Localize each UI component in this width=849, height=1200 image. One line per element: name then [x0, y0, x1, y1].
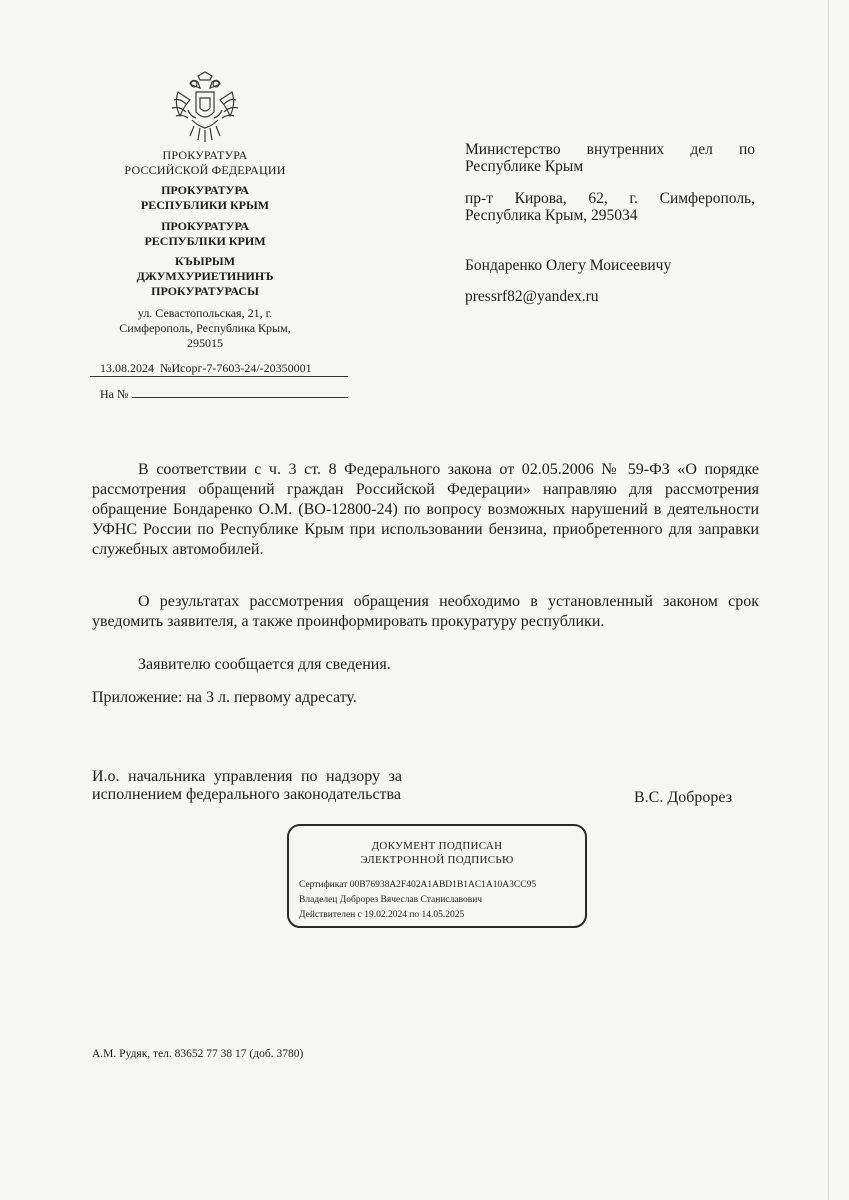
stamp-head1: ДОКУМЕНТ ПОДПИСАН	[371, 840, 503, 852]
body-paragraph-2	[92, 592, 759, 632]
sender-ct3: ПРОКУРАТУРАСЫ	[151, 284, 259, 298]
reg-number: №Исорг-7-7603-24/-20350001	[160, 361, 312, 375]
sender-name-ct	[75, 254, 335, 299]
attachment-note: Приложение: на 3 л. первому адресату.	[92, 689, 357, 706]
e-signature-stamp	[287, 824, 587, 928]
paragraph-1-text: В соответствии с ч. 3 ст. 8 Федерального закона от 02.05.2006 № 59-ФЗ «О порядке рассмотрения обращений граждан Российской Федерации» направляю для рассмотрения обращение Бондаренко О.М. (ВО-12800-24) по вопросу возможных нарушений в деятельности УФНС России по Республике Крым при использовании бензина, приобретенного для заправки служебных автомобилей.	[92, 461, 759, 558]
recipient-address: пр-т Кирова, 62, г. Симферополь, Республика Крым, 295034	[465, 190, 755, 224]
sender-name-ua	[75, 219, 335, 249]
sender-ct1: КЪЫРЫМ	[174, 254, 236, 268]
stamp-owner: Владелец Доброрез Вячеслав Станиславович	[299, 895, 483, 905]
recipient-email: pressrf82@yandex.ru	[465, 288, 599, 305]
sender-addr1: ул. Севастопольская, 21, г.	[137, 306, 273, 320]
stamp-head2: ЭЛЕКТРОННОЙ ПОДПИСЬЮ	[360, 854, 514, 866]
sender-address	[75, 306, 335, 351]
sender-ua2: РЕСПУБЛIКИ КРИМ	[144, 234, 266, 248]
sender-authority	[75, 148, 335, 178]
sender-line1: ПРОКУРАТУРА	[162, 148, 248, 162]
registration-line	[90, 361, 348, 377]
sender-ct2: ДЖУМХУРИЕТИНИНЪ	[136, 269, 274, 283]
body-paragraph-3	[92, 655, 759, 675]
signatory-title: И.о. начальника управления по надзору за исполнением федерального законодательства	[92, 768, 402, 803]
reference-label: На №	[100, 387, 129, 401]
sender-name-ru	[75, 183, 335, 213]
recipient-person: Бондаренко Олегу Моисеевичу	[465, 257, 672, 274]
sender-line2: РОССИЙСКОЙ ФЕДЕРАЦИИ	[124, 163, 286, 177]
paragraph-2-text: О результатах рассмотрения обращения необходимо в установленный законом срок уведомить заявителя, а также проинформировать прокуратуру республики.	[92, 593, 759, 630]
coat-of-arms-icon	[170, 70, 240, 146]
paragraph-3-text: Заявителю сообщается для сведения.	[138, 656, 391, 673]
reference-line	[100, 385, 348, 402]
sender-addr3: 295015	[187, 336, 223, 350]
sender-ru2: РЕСПУБЛИКИ КРЫМ	[140, 198, 270, 212]
reference-blank	[132, 385, 348, 398]
recipient-org: Министерство внутренних дел по Республике Крым	[465, 141, 755, 175]
executor-contact: А.М. Рудяк, тел. 83652 77 38 17 (доб. 3780)	[92, 1048, 304, 1060]
body-paragraph-1	[92, 460, 759, 560]
stamp-heading	[289, 839, 585, 867]
sender-ru1: ПРОКУРАТУРА	[161, 183, 249, 197]
sender-addr2: Симферополь, Республика Крым,	[119, 321, 291, 335]
signatory-name: В.С. Доброрез	[634, 789, 733, 806]
page-edge	[828, 0, 829, 1200]
stamp-certificate: Сертификат 00B76938A2F402A1ABD1B1AC1A10A3CC95	[299, 880, 537, 890]
reg-date: 13.08.2024	[100, 361, 154, 375]
sender-ua1: ПРОКУРАТУРА	[161, 219, 249, 233]
stamp-validity: Действителен с 19.02.2024 по 14.05.2025	[299, 910, 465, 920]
